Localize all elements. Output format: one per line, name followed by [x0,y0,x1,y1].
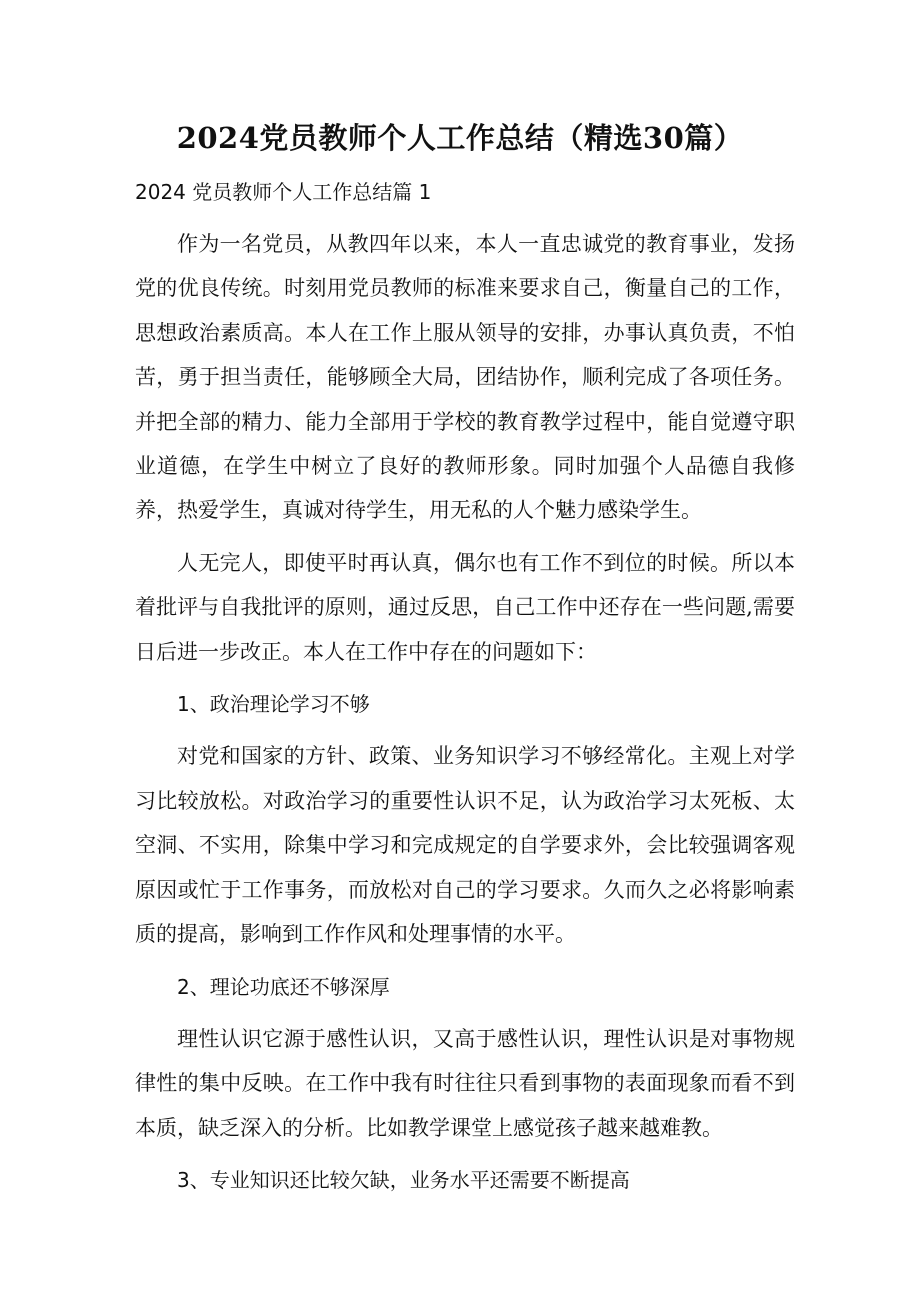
body-paragraph: 人无完人，即使平时再认真，偶尔也有工作不到位的时候。所以本着批评与自我批评的原则，通过反思，自己工作中还存在一些问题,需要日后进一步改正。本人在工作中存在的问题如下： [135,550,795,664]
section-subtitle: 2024 党员教师个人工作总结篇 1 [135,180,432,204]
body-paragraph: 理性认识它源于感性认识，又高于感性认识，理性认识是对事物规律性的集中反映。在工作中我有时往往只看到事物的表面现象而看不到本质，缺乏深入的分析。比如教学课堂上感觉孩子越来越难教。 [135,1026,795,1140]
numbered-heading: 2、理论功底还不够深厚 [177,974,390,999]
numbered-heading: 3、专业知识还比较欠缺，业务水平还需要不断提高 [177,1168,630,1193]
numbered-heading: 1、政治理论学习不够 [177,692,370,717]
body-paragraph: 对党和国家的方针、政策、业务知识学习不够经常化。主观上对学习比较放松。对政治学习的重要性认识不足，认为政治学习太死板、太空洞、不实用，除集中学习和完成规定的自学要求外，会比较强调客观原因或忙于工作事务，而放松对自己的学习要求。久而久之必将影响素质的提高，影响到工作作风和处理事情的水平。 [135,744,795,947]
body-paragraph: 作为一名党员，从教四年以来，本人一直忠诚党的教育事业，发扬党的优良传统。时刻用党员教师的标准来要求自己，衡量自己的工作，思想政治素质高。本人在工作上服从领导的安排，办事认真负责，不怕苦，勇于担当责任，能够顾全大局，团结协作，顺利完成了各项任务。并把全部的精力、能力全部用于学校的教育教学过程中，能自觉遵守职业道德，在学生中树立了良好的教师形象。同时加强个人品德自我修养，热爱学生，真诚对待学生，用无私的人个魅力感染学生。 [135,232,795,523]
document-body [135,222,795,1203]
document-title: 2024党员教师个人工作总结（精选30篇） [176,121,744,155]
